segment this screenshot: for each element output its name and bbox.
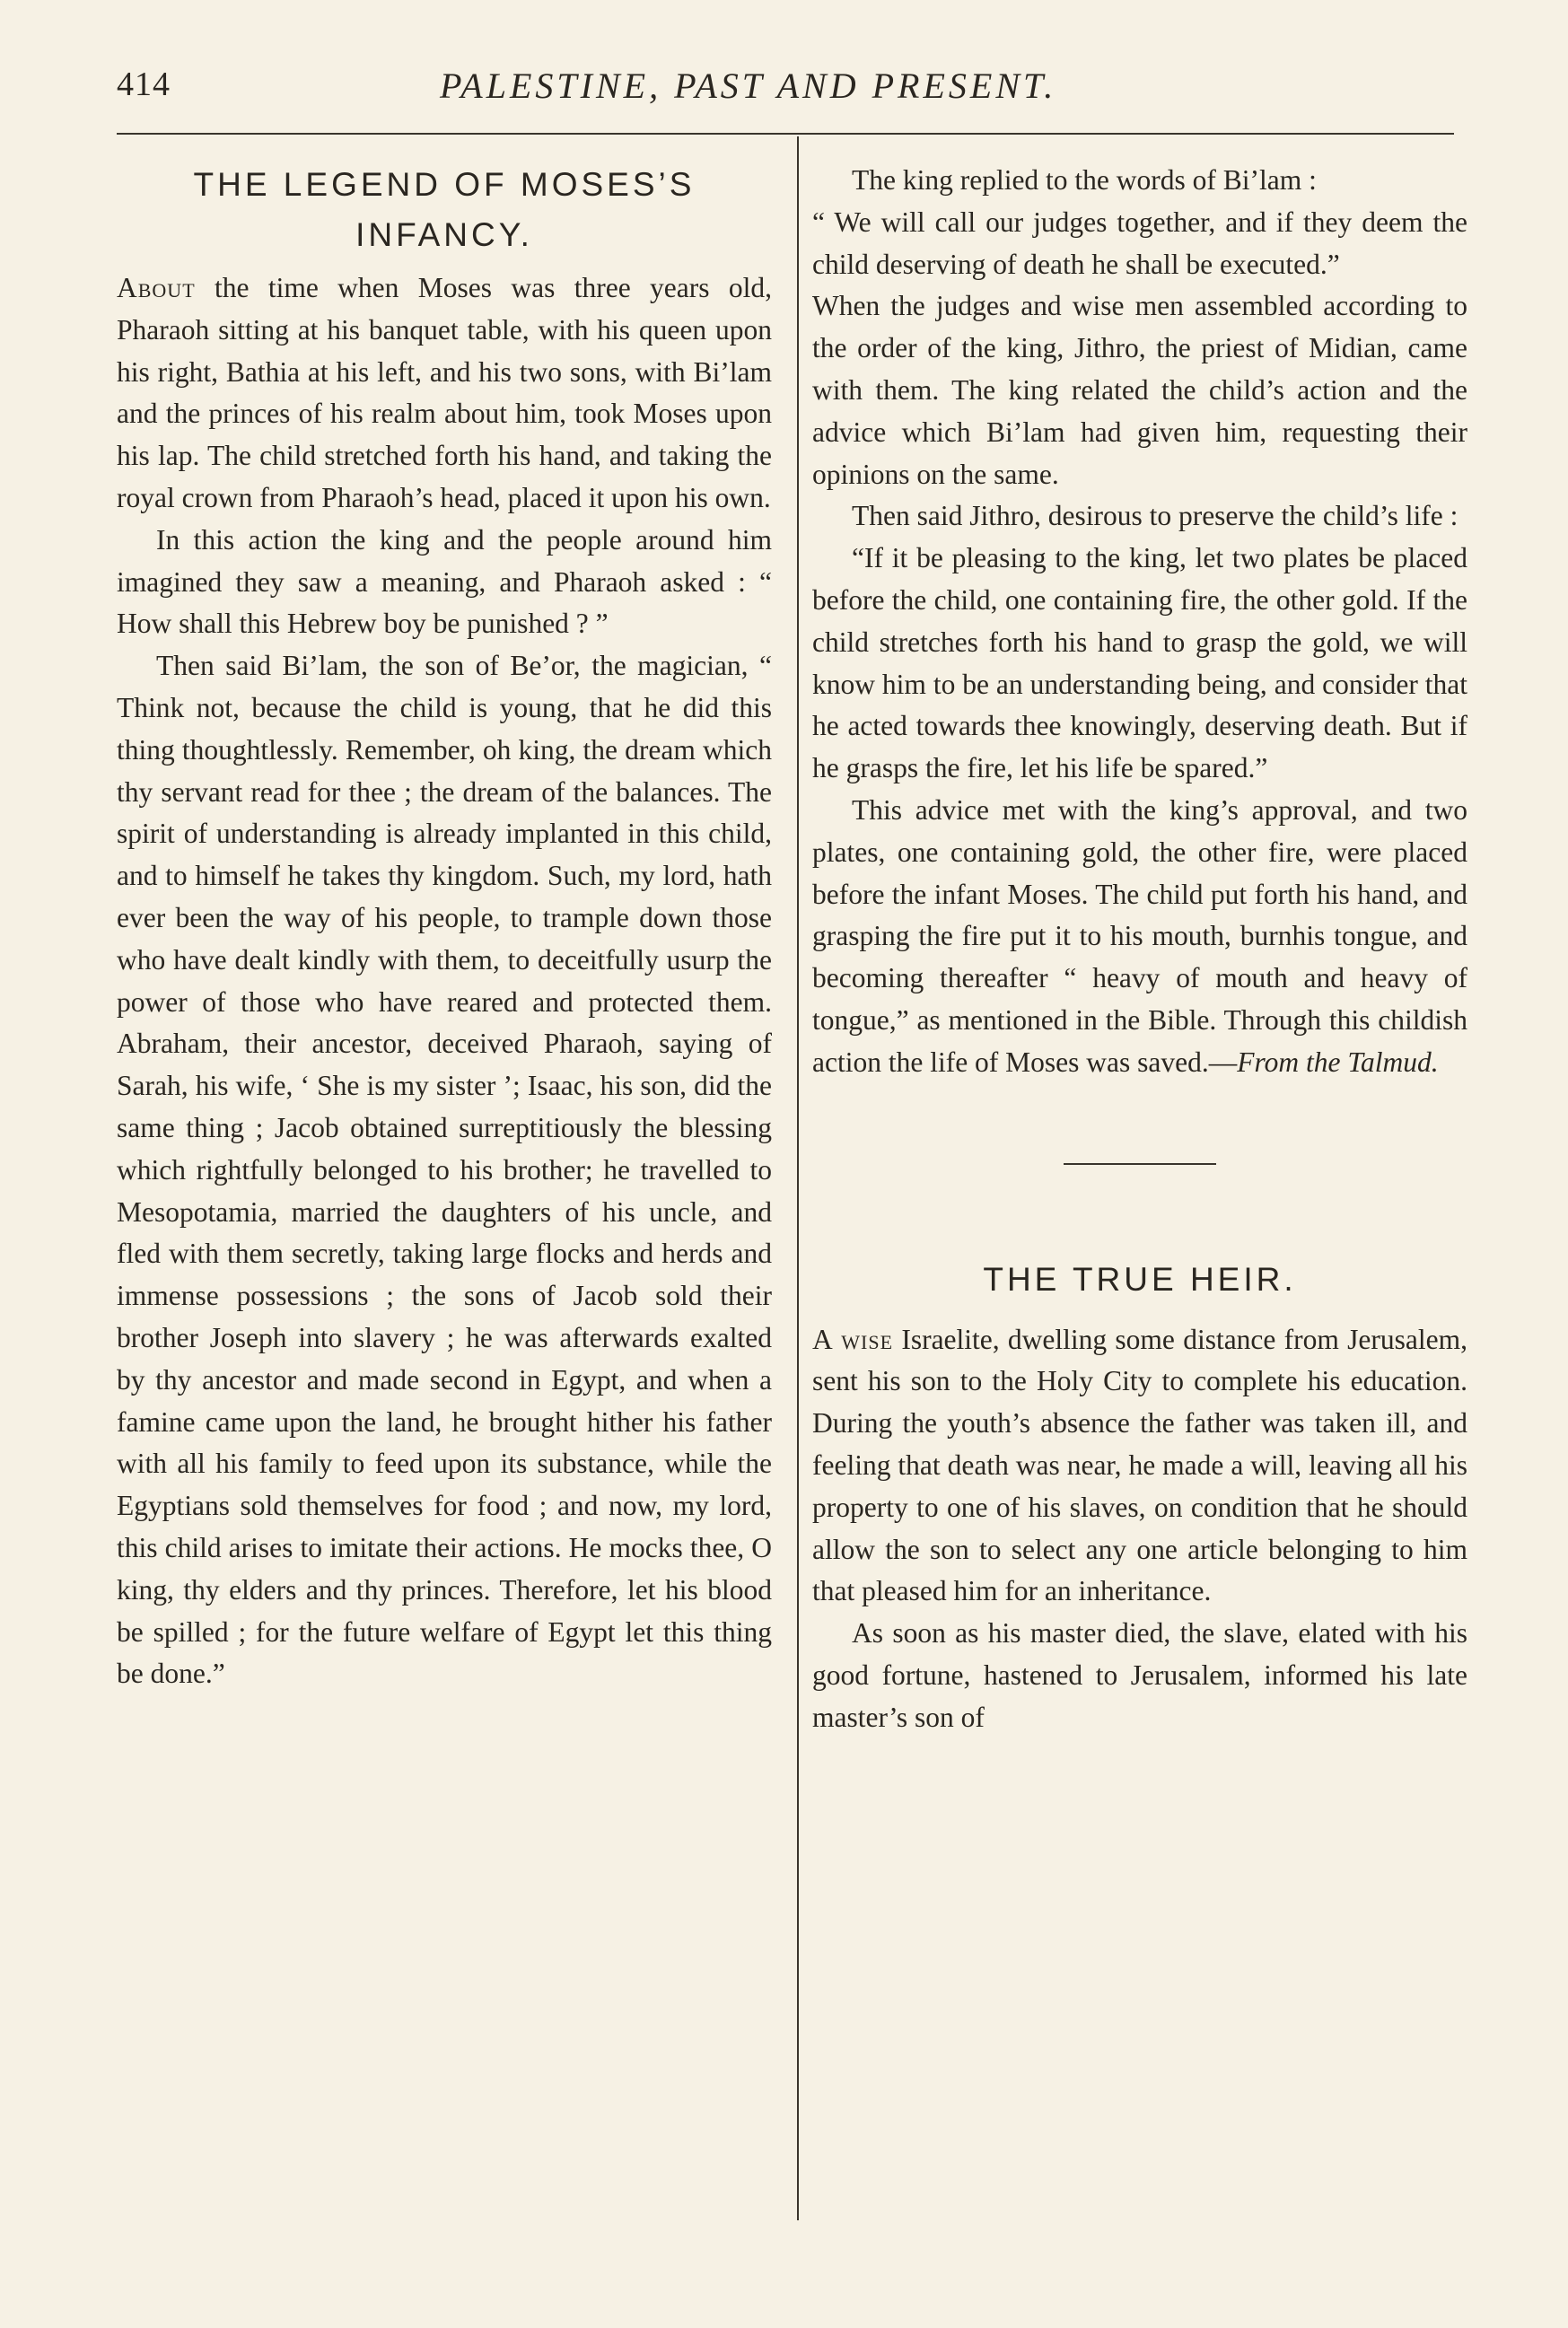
article-title-true-heir: THE TRUE HEIR. bbox=[983, 1260, 1297, 1298]
paragraph: Then said Jithro, desirous to preserve the child’s life : bbox=[852, 500, 1459, 532]
paragraph-text: This advice met with the king’s approval, and two plates, one containing gold, the other fire, were placed before the infant Moses. The child put forth his hand, and grasping the fire put it to his mouth, burnhis tongue, and becoming thereafter “ heavy of mouth and heavy of tongue,” as mentioned in the Bible. Through this childish action the life of Moses was saved.— bbox=[812, 793, 1467, 1078]
lead-word: A wise bbox=[812, 1323, 894, 1355]
right-column bbox=[812, 160, 1467, 1739]
paragraph: “If it be pleasing to the king, let two plates be placed before the child, one containing fire, the other gold. If the child stretches forth his hand to grasp the gold, we will know him to be an understanding being, and consider that he acted towards thee knowingly, deserving death. But if he grasps the fire, let his life be spared.” bbox=[812, 542, 1467, 784]
paragraph: The king replied to the words of Bi’lam : bbox=[852, 164, 1317, 196]
section-rule bbox=[1064, 1163, 1216, 1165]
paragraph: In this action the king and the people around him imagined they saw a meaning, and Pharaoh asked : “ How shall this Hebrew boy be punished ? ” bbox=[117, 523, 772, 640]
paragraph bbox=[812, 790, 1467, 1084]
paragraph: “ We will call our judges together, and if they deem the child deserving of death he shall be executed.” bbox=[812, 206, 1467, 280]
source-citation: From the Talmud. bbox=[1237, 1046, 1439, 1078]
page-header bbox=[117, 65, 1454, 118]
article-title-moses: THE LEGEND OF MOSES’S INFANCY. bbox=[193, 166, 696, 253]
running-title: PALESTINE, PAST AND PRESENT. bbox=[440, 66, 1057, 106]
paragraph-text: Israelite, dwelling some distance from Jerusalem, sent his son to the Holy City to complete his education. During the youth’s absence the father was taken ill, and feeling that death was near, he made a will, leaving all his property to one of his slaves, on condition that he should allow the son to select any one article belonging to him that pleased him for an inheritance. bbox=[812, 1323, 1467, 1607]
paragraph-text: the time when Moses was three years old, Pharaoh sitting at his banquet table, with his queen upon his right, Bathia at his left, and his two sons, with Bi’lam and the princes of his realm about him, took Moses upon his lap. The child stretched forth his hand, and taking the royal crown from Pharaoh’s head, placed it upon his own. bbox=[117, 272, 772, 513]
paragraph: When the judges and wise men assembled according to the order of the king, Jithro, the priest of Midian, came with them. The king related the child’s action and the advice which Bi’lam had given him, requesting their opinions on the same. bbox=[812, 290, 1467, 490]
column-divider bbox=[797, 136, 799, 2220]
left-column bbox=[117, 160, 772, 1695]
paragraph: Then said Bi’lam, the son of Be’or, the magician, “ Think not, because the child is young, that he did this thing thoughtlessly. Remember, oh king, the dream which thy servant read for thee ; the dream of the balances. The spirit of understanding is already implanted in this child, and to himself he takes thy kingdom. Such, my lord, hath ever been the way of his people, to trample down those who have dealt kindly with them, to deceitfully usurp the power of those who have reared and protected them. Abraham, their ancestor, deceived Pharaoh, saying of Sarah, his wife, ‘ She is my sister ’; Isaac, his son, did the same thing ; Jacob obtained surreptitiously the blessing which rightfully belonged to his brother; he travelled to Mesopotamia, married the daughters of his uncle, and fled with them secretly, taking large flocks and herds and immense possessions ; the sons of Jacob sold their brother Joseph into slavery ; he was afterwards exalted by thy ancestor and made second in Egypt, and when a famine came upon the land, he brought hither his father with all his family to feed upon its substance, while the Egyptians sold themselves for food ; and now, my lord, this child arises to imitate their actions. He mocks thee, O king, thy elders and thy princes. Therefore, let his blood be spilled ; for the future welfare of Egypt let this thing be done.” bbox=[117, 650, 772, 1690]
paragraph bbox=[812, 1319, 1467, 1614]
paragraph: As soon as his master died, the slave, elated with his good fortune, hastened to Jerusalem, informed his late master’s son of bbox=[812, 1617, 1467, 1733]
header-rule bbox=[117, 133, 1454, 135]
paragraph bbox=[117, 267, 772, 520]
page-number: 414 bbox=[117, 66, 171, 103]
lead-word: About bbox=[117, 272, 196, 303]
